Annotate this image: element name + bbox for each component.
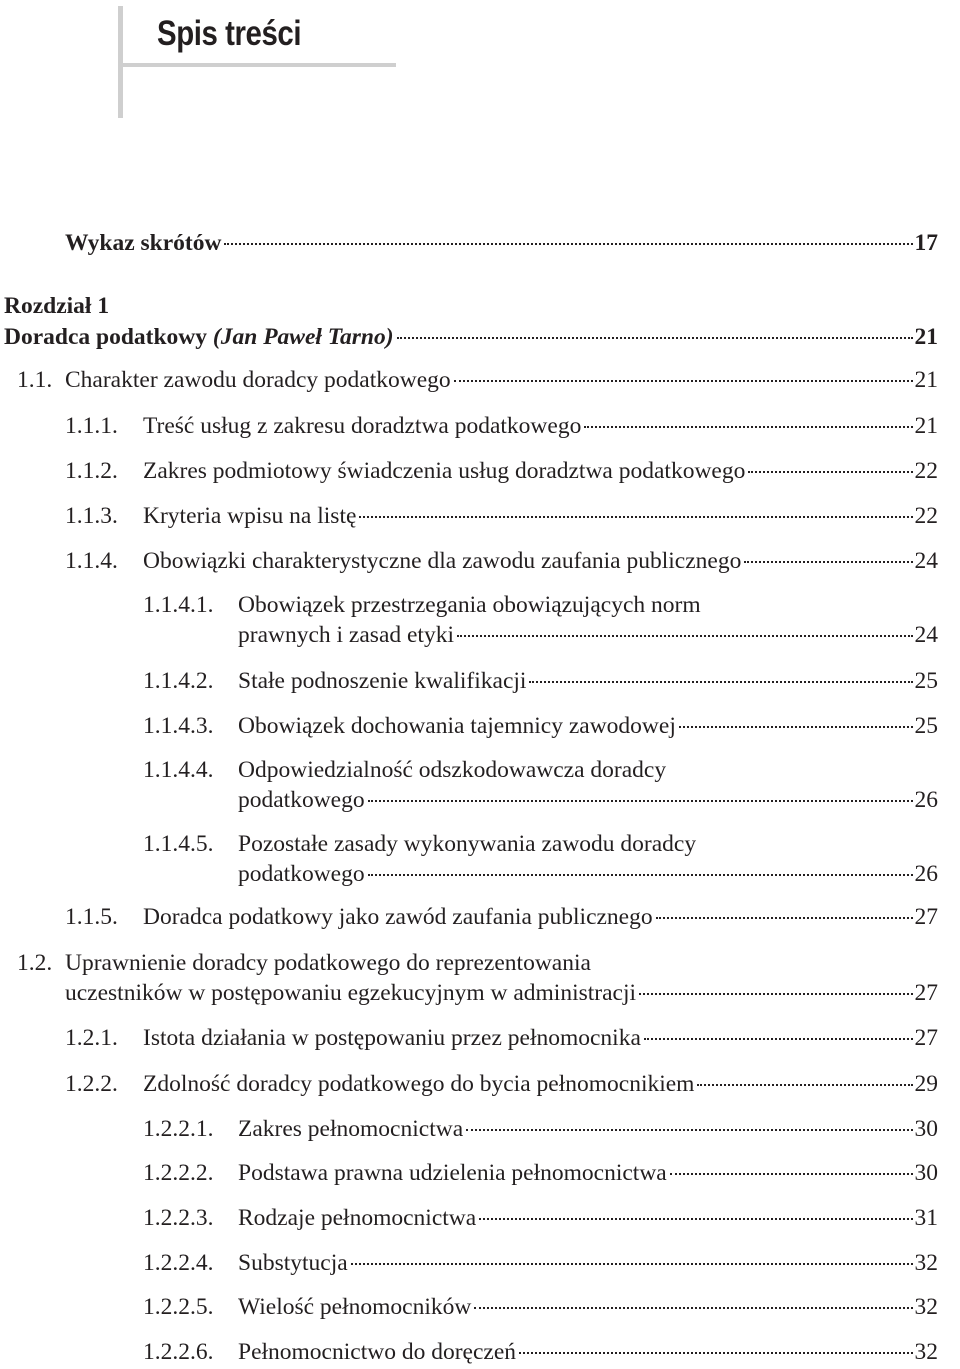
toc-entry-page: 27 (914, 1025, 938, 1051)
toc-entry-text: podatkowego (238, 787, 365, 813)
toc-entry-number: 1.2.2.2. (143, 1160, 214, 1186)
toc-entry-text: Charakter zawodu doradcy podatkowego (65, 367, 451, 393)
toc-entry-page: 22 (914, 503, 938, 529)
toc-entry-page: 21 (914, 367, 938, 393)
toc-entry-page: 25 (914, 713, 938, 739)
chapter-title-main: Doradca podatkowy (4, 324, 213, 350)
toc-entry-text: Istota działania w postępowaniu przez pełnomocnika (143, 1025, 641, 1051)
toc-entry-text: Zakres podmiotowy świadczenia usług doradztwa podatkowego (143, 458, 746, 484)
toc-entry-number: 1.2.1. (65, 1025, 118, 1051)
toc-entry-text: podatkowego (238, 861, 365, 887)
chapter-label: Rozdział 1 (4, 293, 110, 319)
leader-dots (744, 561, 912, 563)
leader-dots (679, 726, 913, 728)
leader-dots (479, 1218, 912, 1220)
toc-entry-page: 29 (914, 1071, 938, 1097)
toc-entry-page: 27 (914, 980, 938, 1006)
toc-entry-number: 1.2.2.4. (143, 1250, 214, 1276)
toc-entry-page: 21 (914, 413, 938, 439)
toc-entry-page: 30 (914, 1116, 938, 1142)
toc-entry-number: 1.1.4.4. (143, 757, 214, 783)
toc-entry-page: 26 (914, 787, 938, 813)
toc-entry-number: 1.2.2. (65, 1071, 118, 1097)
toc-entry-number: 1.1.3. (65, 503, 118, 529)
leader-dots (697, 1084, 912, 1086)
toc-entry-text: Obowiązek dochowania tajemnicy zawodowej (238, 713, 676, 739)
toc-entry-page: 25 (914, 668, 938, 694)
toc-entry-text: uczestników w postępowaniu egzekucyjnym w administracji (65, 980, 637, 1006)
toc-entry-text: Pozostałe zasady wykonywania zawodu doradcy (238, 831, 697, 857)
toc-entry-number: 1.1.4. (65, 548, 118, 574)
toc-entry-page: 21 (914, 324, 938, 350)
toc-entry-page: 32 (914, 1339, 938, 1365)
toc-entry-text: Treść usług z zakresu doradztwa podatkowego (143, 413, 582, 439)
leader-dots (639, 993, 912, 995)
toc-entry-text: prawnych i zasad etyki (238, 622, 454, 648)
toc-entry-number: 1.1.4.1. (143, 592, 214, 618)
toc-entry-text: Odpowiedzialność odszkodowawcza doradcy (238, 757, 667, 783)
toc-entry-text: Obowiązki charakterystyczne dla zawodu zaufania publicznego (143, 548, 742, 574)
leader-dots (457, 635, 913, 637)
toc-entry-page: 31 (914, 1205, 938, 1231)
toc-entry-number: 1.2. (17, 950, 53, 976)
leader-dots (397, 337, 913, 339)
leader-dots (656, 917, 913, 919)
leader-dots (584, 426, 912, 428)
toc-entry-number: 1.1.4.3. (143, 713, 214, 739)
leader-dots (670, 1173, 913, 1175)
toc-entry-page: 32 (914, 1294, 938, 1320)
leader-dots (359, 516, 912, 518)
toc-entry-text: Pełnomocnictwo do doręczeń (238, 1339, 516, 1365)
toc-entry-number: 1.1.1. (65, 413, 118, 439)
toc-entry-text: Wielość pełnomocników (238, 1294, 472, 1320)
header-vertical-rule (118, 6, 123, 118)
toc-entry-page: 17 (914, 230, 938, 256)
toc-entry-page: 30 (914, 1160, 938, 1186)
page-title: Spis treści (157, 14, 302, 53)
toc-entry-number: 1.2.2.6. (143, 1339, 214, 1365)
leader-dots (224, 243, 912, 245)
toc-entry-text: Wykaz skrótów (65, 230, 222, 256)
toc-entry-text: Rodzaje pełnomocnictwa (238, 1205, 477, 1231)
chapter-author: (Jan Paweł Tarno) (212, 324, 394, 350)
toc-entry-text: Podstawa prawna udzielenia pełnomocnictwa (238, 1160, 667, 1186)
leader-dots (351, 1263, 913, 1265)
toc-entry-text: Uprawnienie doradcy podatkowego do reprezentowania (65, 950, 591, 976)
header-horizontal-rule (122, 63, 396, 67)
toc-entry-text: Zakres pełnomocnictwa (238, 1116, 464, 1142)
toc-entry-text: Doradca podatkowy jako zawód zaufania publicznego (143, 904, 653, 930)
toc-entry-page: 26 (914, 861, 938, 887)
toc-entry-page: 32 (914, 1250, 938, 1276)
leader-dots (529, 681, 912, 683)
leader-dots (474, 1307, 912, 1309)
leader-dots (454, 380, 913, 382)
toc-entry-page: 22 (914, 458, 938, 484)
toc-entry-page: 27 (914, 904, 938, 930)
toc-entry-text: Kryteria wpisu na listę (143, 503, 357, 529)
toc-entry-text: Substytucja (238, 1250, 348, 1276)
toc-entry-text: Obowiązek przestrzegania obowiązujących norm (238, 592, 701, 618)
toc-entry-number: 1.2.2.1. (143, 1116, 214, 1142)
leader-dots (644, 1038, 913, 1040)
toc-entry-number: 1.1.4.2. (143, 668, 214, 694)
toc-entry-number: 1.2.2.5. (143, 1294, 214, 1320)
toc-entry-page: 24 (914, 548, 938, 574)
leader-dots (368, 800, 913, 802)
toc-entry-number: 1.2.2.3. (143, 1205, 214, 1231)
toc-entry-text: Stałe podnoszenie kwalifikacji (238, 668, 527, 694)
toc-entry-page: 24 (914, 622, 938, 648)
toc-entry-number: 1.1.2. (65, 458, 118, 484)
chapter-title (4, 322, 394, 352)
leader-dots (748, 471, 912, 473)
toc-entry-number: 1.1. (17, 367, 53, 393)
toc-entry-text: Zdolność doradcy podatkowego do bycia pełnomocnikiem (143, 1071, 695, 1097)
toc-entry-number: 1.1.5. (65, 904, 118, 930)
leader-dots (466, 1129, 912, 1131)
leader-dots (368, 874, 913, 876)
toc-entry-number: 1.1.4.5. (143, 831, 214, 857)
leader-dots (519, 1352, 913, 1354)
